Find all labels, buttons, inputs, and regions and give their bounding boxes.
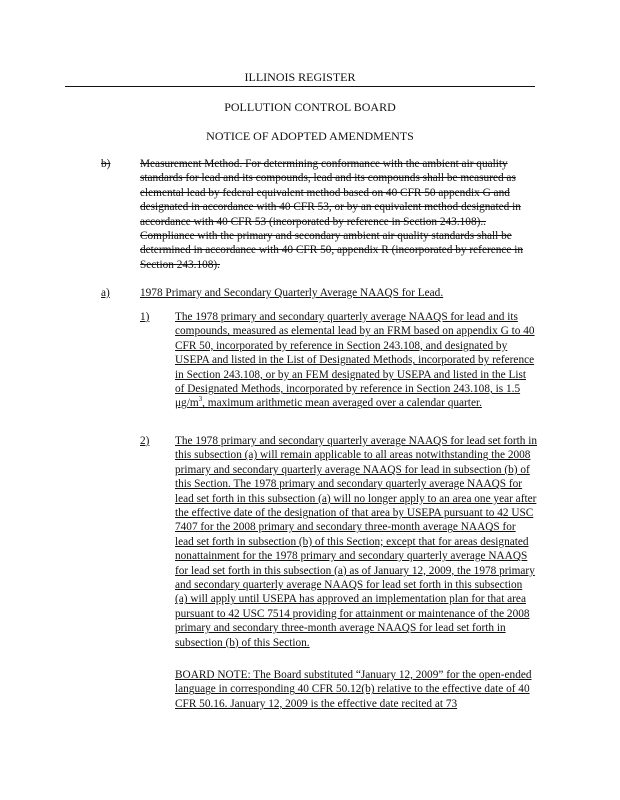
register-title: ILLINOIS REGISTER <box>65 70 535 87</box>
item-1-text-end: , maximum arithmetic mean averaged over a calendar quarter. <box>202 397 482 410</box>
old-subsection-b-marker: b) <box>101 158 111 170</box>
item-1-marker: 1) <box>140 311 150 323</box>
item-1-superscript: 3 <box>198 395 203 404</box>
notice-title: NOTICE OF ADOPTED AMENDMENTS <box>206 129 414 143</box>
item-1-text <box>175 310 537 411</box>
item-2-text: The 1978 primary and secondary quarterly average NAAQS for lead set forth in this subsection (a) will remain applicable to all areas notwithstanding the 2008 primary and secondary quarterly average NAAQS for lead in subsection (b) of this Section. The 1978 primary and secondary quarterly average NAAQS for lead set forth in this subsection (a) will no longer apply to an area one year after the effective date of the designation of that area by USEPA pursuant to 42 USC 7407 for the 2008 primary and secondary three-month average NAAQS for lead set forth in subsection (b) of this Section; except that for areas designated nonattainment for the 1978 primary and secondary quarterly average NAAQS for lead set forth in this subsection (a) as of January 12, 2009, the 1978 primary and secondary quarterly average NAAQS for lead set forth in this subsection (a) will apply until USEPA has approved an implementation plan for that area pursuant to 42 USC 7514 providing for attainment or maintenance of the 2008 primary and secondary three-month average NAAQS for lead set forth in subsection (b) of this Section. <box>175 435 538 649</box>
item-1-text-main: The 1978 primary and secondary quarterly average NAAQS for lead and its compounds, measured as elemental lead by an FRM based on appendix G to 40 CFR 50, incorporated by reference in Section 243.108, and designated by USEPA and listed in the List of Designated Methods, incorporated by reference in Section 243.108, or by an FEM designated by USEPA and listed in the List of Designated Methods, incorporated by reference in Section 243.108, is 1.5 μg/m <box>175 311 535 410</box>
old-subsection-b-text: Measurement Method. For determining conformance with the ambient air quality standards for lead and its compounds, lead and its compounds shall be measured as elemental lead by federal equivalent method based on 40 CFR 50 appendix G and designated in accordance with 40 CFR 53, or by an equivalent method designated in accordance with 40 CFR 53 (incorporated by reference in Section 243.108).. Compliance with the primary and secondary ambient air quality standards shall be determined in accordance with 40 CFR 50, appendix R (incorporated by reference in Section 243.108). <box>140 158 524 271</box>
board-note: BOARD NOTE: The Board substituted “January 12, 2009” for the open-ended language in corresponding 40 CFR 50.12(b) relative to the effective date of 40 CFR 50.16. January 12, 2009 is the effective date recited at 73 <box>175 669 532 710</box>
item-2-marker: 2) <box>140 435 150 447</box>
subsection-a-title: 1978 Primary and Secondary Quarterly Average NAAQS for Lead. <box>140 287 444 299</box>
board-title: POLLUTION CONTROL BOARD <box>224 100 396 114</box>
subsection-a-marker: a) <box>101 287 110 299</box>
